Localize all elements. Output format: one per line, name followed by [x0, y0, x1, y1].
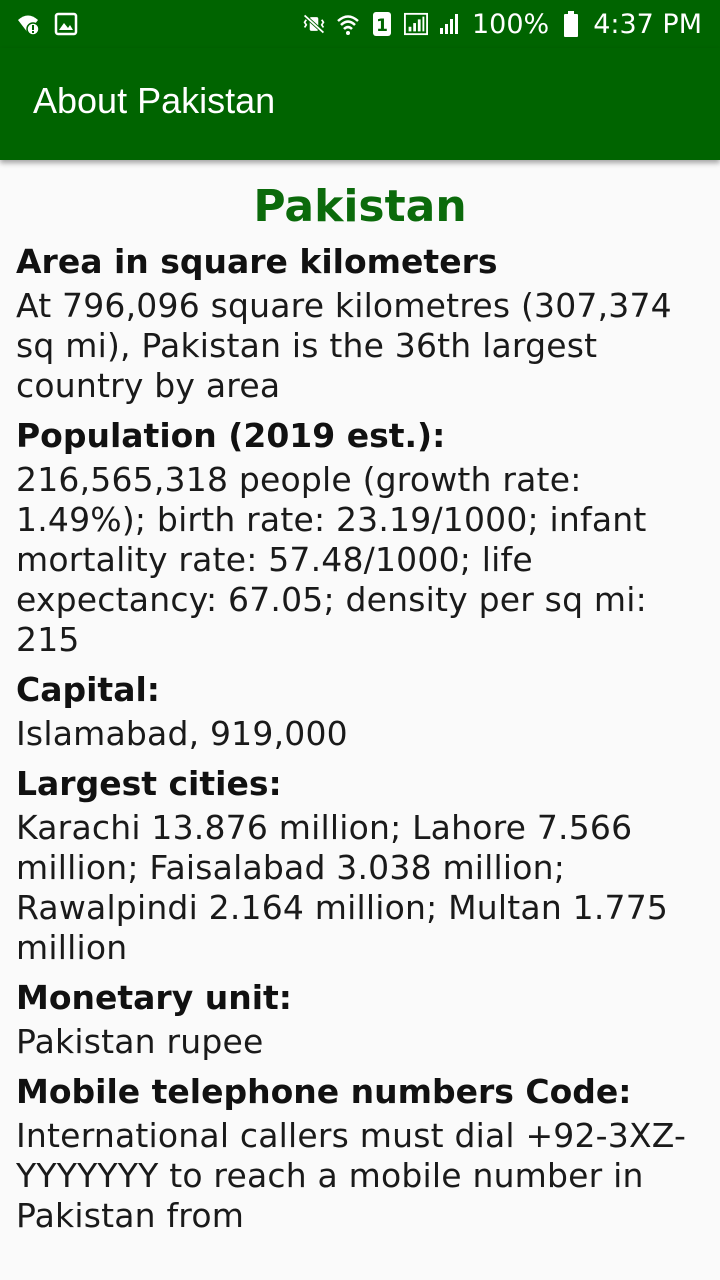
- mobile-code-heading: Mobile telephone numbers Code:: [16, 1072, 632, 1111]
- largest-cities-text: Karachi 13.876 million; Lahore 7.566 million; Faisalabad 3.038 million; Rawalpindi 2.164 million; Multan 1.775 million: [16, 808, 669, 967]
- app-title: About Pakistan: [33, 80, 276, 121]
- capital-text: Islamabad, 919,000: [16, 714, 348, 753]
- battery-icon: [559, 12, 583, 36]
- battery-percent: 100%: [472, 8, 550, 40]
- app-bar: [0, 48, 720, 160]
- population-heading: Population (2019 est.):: [16, 416, 446, 455]
- image-icon: [54, 12, 78, 36]
- area-text: At 796,096 square kilometres (307,374 sq mi), Pakistan is the 36th largest country by area: [16, 286, 672, 405]
- capital-heading: Capital:: [16, 670, 160, 709]
- population-text: 216,565,318 people (growth rate: 1.49%); birth rate: 23.19/1000; infant mortality rate: 57.48/1000; life expectancy: 67.05; density per sq mi: 215: [16, 460, 647, 659]
- sim-1-icon: [370, 12, 394, 36]
- content-scroll[interactable]: [0, 160, 720, 1280]
- status-bar: [0, 0, 720, 48]
- wifi-alert-icon: [16, 12, 40, 36]
- mute-vibrate-icon: [302, 12, 326, 36]
- largest-cities-heading: Largest cities:: [16, 764, 282, 803]
- area-heading: Area in square kilometers: [16, 242, 498, 281]
- page-title: Pakistan: [253, 181, 467, 232]
- monetary-unit-text: Pakistan rupee: [16, 1022, 264, 1061]
- status-right-icons: [302, 9, 702, 40]
- status-time: 4:37 PM: [593, 8, 702, 40]
- signal-2-icon: [438, 12, 462, 36]
- svg-text:1: 1: [376, 16, 388, 36]
- mobile-code-text: International callers must dial +92-3XZ-YYYYYYY to reach a mobile number in Pakistan from: [16, 1116, 687, 1235]
- signal-icon: [404, 12, 428, 36]
- wifi-icon: [336, 12, 360, 36]
- monetary-unit-heading: Monetary unit:: [16, 978, 292, 1017]
- status-left-icons: [16, 12, 78, 36]
